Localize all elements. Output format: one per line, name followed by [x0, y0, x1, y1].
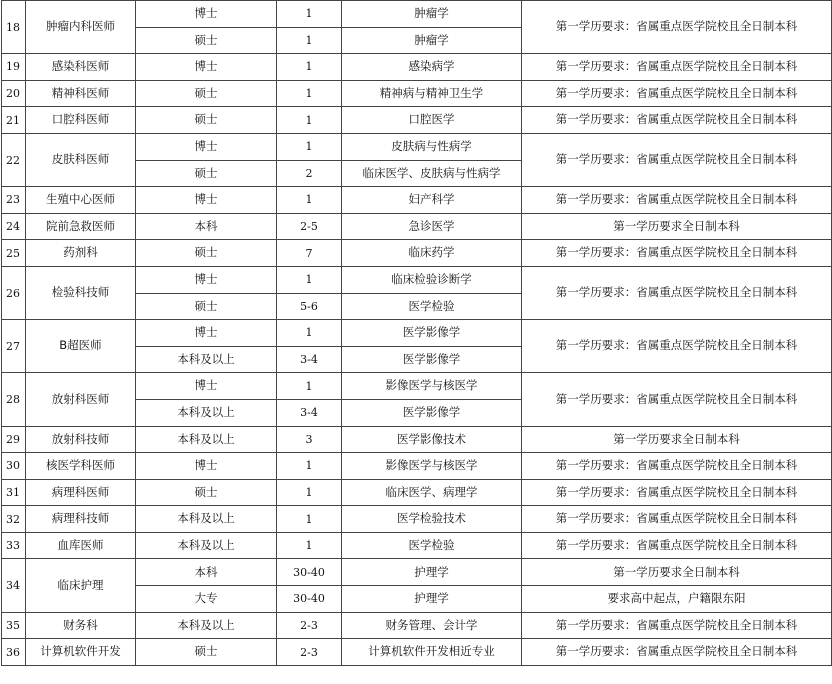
- table-row: [2, 240, 832, 267]
- table-row: [2, 133, 832, 160]
- table-row: [2, 426, 832, 453]
- row-number: 31: [2, 479, 26, 506]
- degree: 本科及以上: [136, 399, 277, 426]
- degree: 博士: [136, 187, 277, 214]
- table-row: [2, 266, 832, 293]
- degree: 硕士: [136, 27, 277, 54]
- table-body: [2, 1, 832, 666]
- table-row: [2, 187, 832, 214]
- degree: 硕士: [136, 107, 277, 134]
- major: 医学影像学: [342, 320, 522, 347]
- degree: 博士: [136, 54, 277, 81]
- requirement-note: 第一学历要求全日制本科: [522, 559, 832, 586]
- headcount: 2-5: [277, 213, 342, 240]
- table-row: [2, 639, 832, 666]
- major: 肿瘤学: [342, 1, 522, 28]
- row-number: 19: [2, 54, 26, 81]
- row-number: 24: [2, 213, 26, 240]
- position-name: 放射科医师: [26, 373, 136, 426]
- row-number: 34: [2, 559, 26, 612]
- row-number: 22: [2, 133, 26, 186]
- table-row: [2, 107, 832, 134]
- major: 影像医学与核医学: [342, 373, 522, 400]
- degree: 硕士: [136, 160, 277, 187]
- major: 急诊医学: [342, 213, 522, 240]
- headcount: 1: [277, 187, 342, 214]
- degree: 硕士: [136, 293, 277, 320]
- table-row: [2, 1, 832, 28]
- requirement-note: 第一学历要求：省属重点医学院校且全日制本科: [522, 1, 832, 54]
- major: 临床医学、病理学: [342, 479, 522, 506]
- headcount: 5-6: [277, 293, 342, 320]
- row-number: 25: [2, 240, 26, 267]
- major: 医学检验: [342, 532, 522, 559]
- headcount: 1: [277, 107, 342, 134]
- position-name: 放射科技师: [26, 426, 136, 453]
- row-number: 30: [2, 453, 26, 480]
- position-name: 肿瘤内科医师: [26, 1, 136, 54]
- row-number: 35: [2, 612, 26, 639]
- degree: 博士: [136, 373, 277, 400]
- headcount: 1: [277, 1, 342, 28]
- major: 精神病与精神卫生学: [342, 80, 522, 107]
- degree: 本科: [136, 559, 277, 586]
- major: 肿瘤学: [342, 27, 522, 54]
- degree: 博士: [136, 453, 277, 480]
- table-row: [2, 320, 832, 347]
- major: 医学影像技术: [342, 426, 522, 453]
- headcount: 2-3: [277, 612, 342, 639]
- headcount: 3: [277, 426, 342, 453]
- requirement-note: 第一学历要求：省属重点医学院校且全日制本科: [522, 80, 832, 107]
- requirement-note: 第一学历要求：省属重点医学院校且全日制本科: [522, 320, 832, 373]
- degree: 本科: [136, 213, 277, 240]
- position-name: B超医师: [26, 320, 136, 373]
- requirement-note: 第一学历要求：省属重点医学院校且全日制本科: [522, 107, 832, 134]
- requirement-note: 第一学历要求：省属重点医学院校且全日制本科: [522, 54, 832, 81]
- degree: 本科及以上: [136, 346, 277, 373]
- row-number: 21: [2, 107, 26, 134]
- row-number: 18: [2, 1, 26, 54]
- table-row: [2, 213, 832, 240]
- headcount: 1: [277, 479, 342, 506]
- requirement-note: 第一学历要求：省属重点医学院校且全日制本科: [522, 479, 832, 506]
- position-name: 核医学科医师: [26, 453, 136, 480]
- headcount: 1: [277, 453, 342, 480]
- headcount: 1: [277, 80, 342, 107]
- major: 医学影像学: [342, 346, 522, 373]
- table-row: [2, 479, 832, 506]
- table-row: [2, 532, 832, 559]
- headcount: 2: [277, 160, 342, 187]
- headcount: 1: [277, 506, 342, 533]
- position-name: 检验科技师: [26, 266, 136, 319]
- row-number: 23: [2, 187, 26, 214]
- degree: 本科及以上: [136, 532, 277, 559]
- requirement-note: 第一学历要求全日制本科: [522, 213, 832, 240]
- position-name: 皮肤科医师: [26, 133, 136, 186]
- requirement-note: 第一学历要求：省属重点医学院校且全日制本科: [522, 639, 832, 666]
- major: 医学影像学: [342, 399, 522, 426]
- headcount: 30-40: [277, 586, 342, 613]
- major: 医学检验技术: [342, 506, 522, 533]
- requirement-note: 第一学历要求：省属重点医学院校且全日制本科: [522, 612, 832, 639]
- major: 影像医学与核医学: [342, 453, 522, 480]
- headcount: 1: [277, 27, 342, 54]
- major: 计算机软件开发相近专业: [342, 639, 522, 666]
- headcount: 2-3: [277, 639, 342, 666]
- position-name: 感染科医师: [26, 54, 136, 81]
- headcount: 1: [277, 373, 342, 400]
- row-number: 32: [2, 506, 26, 533]
- degree: 硕士: [136, 80, 277, 107]
- table-row: [2, 453, 832, 480]
- degree: 博士: [136, 320, 277, 347]
- recruitment-table: [1, 0, 832, 666]
- row-number: 29: [2, 426, 26, 453]
- headcount: 3-4: [277, 399, 342, 426]
- position-name: 精神科医师: [26, 80, 136, 107]
- requirement-note: 第一学历要求：省属重点医学院校且全日制本科: [522, 506, 832, 533]
- requirement-note: 第一学历要求：省属重点医学院校且全日制本科: [522, 266, 832, 319]
- degree: 硕士: [136, 639, 277, 666]
- major: 妇产科学: [342, 187, 522, 214]
- position-name: 病理科技师: [26, 506, 136, 533]
- major: 护理学: [342, 586, 522, 613]
- major: 医学检验: [342, 293, 522, 320]
- requirement-note: 第一学历要求全日制本科: [522, 426, 832, 453]
- table-row: [2, 612, 832, 639]
- requirement-note: 第一学历要求：省属重点医学院校且全日制本科: [522, 133, 832, 186]
- position-name: 计算机软件开发: [26, 639, 136, 666]
- headcount: 3-4: [277, 346, 342, 373]
- table-row: [2, 80, 832, 107]
- table-row: [2, 559, 832, 586]
- degree: 博士: [136, 1, 277, 28]
- degree: 博士: [136, 266, 277, 293]
- row-number: 36: [2, 639, 26, 666]
- degree: 硕士: [136, 240, 277, 267]
- major: 口腔医学: [342, 107, 522, 134]
- table-row: [2, 373, 832, 400]
- headcount: 1: [277, 266, 342, 293]
- major: 财务管理、会计学: [342, 612, 522, 639]
- degree: 本科及以上: [136, 426, 277, 453]
- position-name: 病理科医师: [26, 479, 136, 506]
- headcount: 1: [277, 320, 342, 347]
- position-name: 口腔科医师: [26, 107, 136, 134]
- row-number: 27: [2, 320, 26, 373]
- position-name: 药剂科: [26, 240, 136, 267]
- requirement-note: 第一学历要求：省属重点医学院校且全日制本科: [522, 373, 832, 426]
- headcount: 1: [277, 532, 342, 559]
- requirement-note: 第一学历要求：省属重点医学院校且全日制本科: [522, 532, 832, 559]
- degree: 本科及以上: [136, 506, 277, 533]
- position-name: 血库医师: [26, 532, 136, 559]
- row-number: 33: [2, 532, 26, 559]
- requirement-note: 要求高中起点，户籍限东阳: [522, 586, 832, 613]
- headcount: 30-40: [277, 559, 342, 586]
- headcount: 1: [277, 54, 342, 81]
- position-name: 生殖中心医师: [26, 187, 136, 214]
- degree: 硕士: [136, 479, 277, 506]
- degree: 大专: [136, 586, 277, 613]
- major: 皮肤病与性病学: [342, 133, 522, 160]
- table-row: [2, 506, 832, 533]
- row-number: 20: [2, 80, 26, 107]
- requirement-note: 第一学历要求：省属重点医学院校且全日制本科: [522, 240, 832, 267]
- row-number: 28: [2, 373, 26, 426]
- requirement-note: 第一学历要求：省属重点医学院校且全日制本科: [522, 453, 832, 480]
- major: 临床医学、皮肤病与性病学: [342, 160, 522, 187]
- major: 感染病学: [342, 54, 522, 81]
- headcount: 7: [277, 240, 342, 267]
- table-row: [2, 54, 832, 81]
- requirement-note: 第一学历要求：省属重点医学院校且全日制本科: [522, 187, 832, 214]
- major: 护理学: [342, 559, 522, 586]
- degree: 博士: [136, 133, 277, 160]
- major: 临床药学: [342, 240, 522, 267]
- position-name: 院前急救医师: [26, 213, 136, 240]
- degree: 本科及以上: [136, 612, 277, 639]
- position-name: 财务科: [26, 612, 136, 639]
- position-name: 临床护理: [26, 559, 136, 612]
- headcount: 1: [277, 133, 342, 160]
- major: 临床检验诊断学: [342, 266, 522, 293]
- row-number: 26: [2, 266, 26, 319]
